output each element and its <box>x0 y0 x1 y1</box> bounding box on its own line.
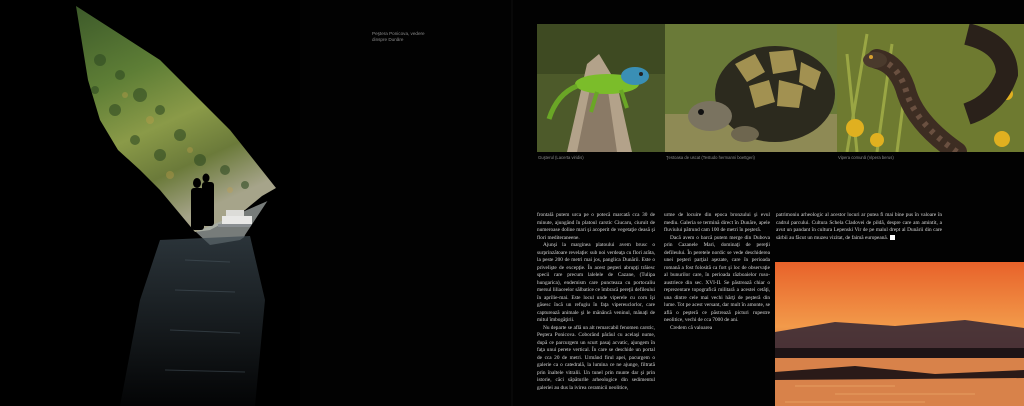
paragraph: urme de locuire din epoca bronzului şi evul mediu. Galeria se termină direct în Dunăre, apele fluviului pătrund cam 100 de metri în peşteră. <box>664 212 770 233</box>
body-column-3 <box>776 212 942 242</box>
cave-caption: Peştera Ponicova, vedere dinspre Dunăre <box>372 31 425 42</box>
snake-photo <box>837 24 1024 152</box>
paragraph: Dacă avem o barcă putem merge din Dubova prin Cazanele Mari, dominaţi de pereţii defileului. În peretele nordic se vede deschiderea unei peşteri parţial aşezate, care în perioada romană a fost folosită ca fort şi loc de observaţie al bunurilor care, în perioada războaielor ruso-austriece din sec. XVI-II. Se păstrează chiar o reprezentare topografică militară a acestei cetăţi, una dintre cele mai vechi hărţi de peşteră din lume. Tot pe acest versant, dar mult în amonte, se află o peşteră ce păstrează picturi rupestre neolitice, vechi de cca 7000 de ani. <box>664 234 770 323</box>
body-column-1 <box>537 212 655 392</box>
paragraph: Nu departe se află un alt remarcabil fenomen carstic, Peştera Ponicova. Coborând pârâul cu acelaşi nume, după ce parcurgem un scurt pasaj acvatic, ajungem în faţa unui perete vertical. În care se deschide un portal de cca 20 de metri. Urmând firul apei, pacurgem o galerie ca o catedrală, la lumina ce ne ajunge, filtrată prin înaltele vitralii. Un tunel prin munte dar şi prin istorie, căci săpăturile arheologice din sedimentul galeriei au dus la ivirea ceramicii neolitice, <box>537 324 655 391</box>
paragraph: Credem că valoarea <box>670 324 713 331</box>
body-column-2 <box>664 212 770 332</box>
lizard-caption: Guşterul (Lacerta viridis) <box>538 155 584 160</box>
paragraph-text: patrimoniu arheologic al acestor locuri ar putea fi mai bine pus în valoare în cadrul parcului. Cultura Schela Cladovei de pildă, despre care am amintit, a avut un pandant în cultura Lepenski Vir de pe malul drept al Dunării din care sârbii au făcut un muzeu vizitat, de faimă europeană. <box>776 212 942 241</box>
paragraph: frontală putem urca pe o potecă marcată cca 30 de minute, ajungând în platoul carstic Ciucaru, ciuruit de numeroase doline mari şi acoperit de vegetaţie deasă şi flori mediteraneene. <box>537 212 655 241</box>
tortoise-caption: Ţestoasa de uscat (Testudo hermanni boettgeri) <box>666 155 755 160</box>
lizard-photo <box>537 24 665 152</box>
cave-photo <box>0 0 300 406</box>
paragraph <box>776 212 942 242</box>
paragraph: Ajunşi la marginea platoului avem brusc o surprinzătoare revelaţie: sub noi verdeaţa cu flori arăta, la peste 200 de metri mai jos, panglica Dunării. Este o privelişte de excepţie. În acest peşteri abrupţi trăiesc specii rare precum lalelele de Cazane, (Tulipa hungarica), endemism care puncteaza cu portocaliu mersul liliaceelor sălbatice ce îmbracă pereţii defileului în aprilie-mai. Este locul unde viperele cu corn îşi găsesc încă un refugiu în faţa vipereuclorlor, care capturează animale şi le mănâncă veninul, mânaţi de mitul îmbogăţirii. <box>537 242 655 323</box>
snake-caption: Vipera comună (Vipera berus) <box>838 155 894 160</box>
page-gutter <box>511 0 513 406</box>
end-of-article-mark <box>890 235 895 240</box>
tortoise-photo <box>665 24 837 152</box>
sunset-photo <box>775 262 1024 406</box>
